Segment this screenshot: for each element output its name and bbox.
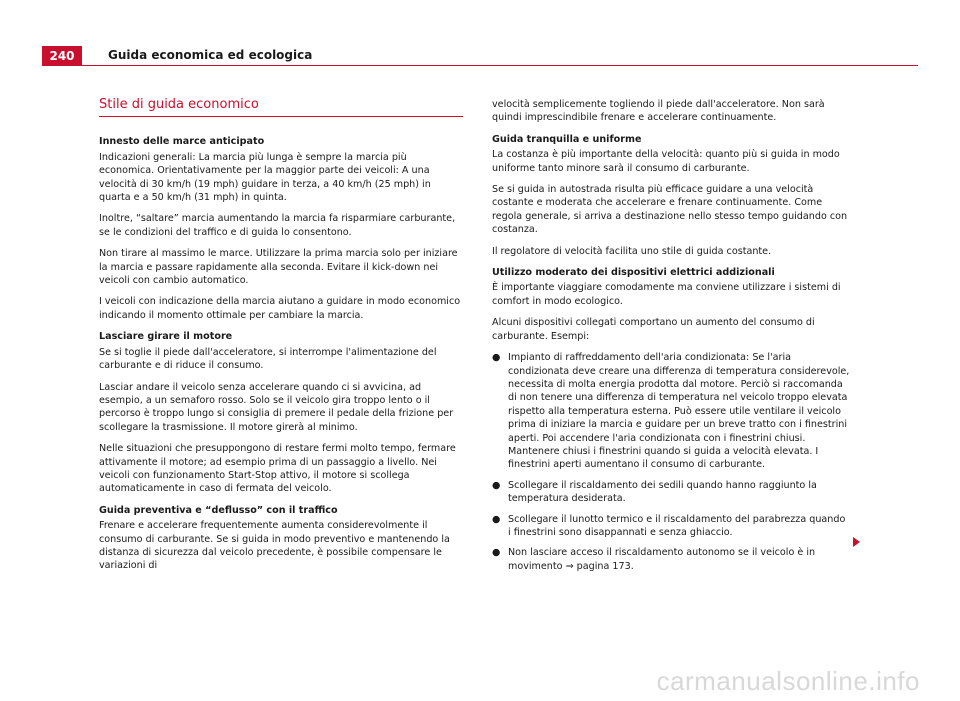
paragraph: Indicazioni generali: La marcia più lunga è sempre la marcia più economica. Orientativamente per la maggior parte dei veicoli: A una velocità di 30 km/h (19 mph) guidare in terza, a 40 km/h (25 mph) in quarta e a 50 km/h (31 mph) in quinta.: [99, 151, 431, 204]
paragraph: Inoltre, “saltare” marcia aumentando la marcia fa risparmiare carburante, se le condizioni del traffico e di guida lo consentono.: [99, 213, 456, 238]
paragraph: Non tirare al massimo le marce. Utilizzare la prima marcia solo per iniziare la marcia e passare rapidamente alla seconda. Evitare il kick-down nei veicoli con cambio automatico.: [99, 248, 458, 287]
page-number: 240: [42, 46, 82, 66]
list-item: [492, 513, 850, 540]
subheading-gear-shift: Innesto delle marce anticipato: [99, 136, 265, 148]
right-column: [492, 98, 850, 580]
bullet-icon: ●: [492, 513, 501, 525]
paragraph: È importante viaggiare comodamente ma conviene utilizzare i sistemi di comfort in modo ecologico.: [492, 282, 841, 307]
paragraph: Se si guida in autostrada risulta più efficace guidare a una velocità costante e moderata che accelerare e frenare continuamente. Come regola generale, si arriva a destinazione nello stesso tempo guidando con costanza.: [492, 184, 848, 236]
list-item-text: Impianto di raffreddamento dell'aria condizionata: Se l'aria condizionata deve creare una differenza di temperatura considerevole, necessita di molta energia prodotta dal motore. Perciò si raccomanda di non tenere una differenza di temperatura nel veicolo troppo elevata rispetto alla temperatura esterna. Può essere utile ventilare il veicolo prima di iniziare la marcia e guidare per un breve tratto con i finestrini aperti. Poi accendere l'aria condizionata con i finestrini chiusi. Mantenere chiusi i finestrini quando si guida a velocità elevata. I finestrini aperti aumentano il consumo di carburante.: [508, 352, 850, 471]
subheading-steady-driving: Guida tranquilla e uniforme: [492, 133, 642, 145]
subheading-anticipatory-driving: Guida preventiva e “deflusso” con il traffico: [99, 504, 338, 516]
paragraph: Frenare e accelerare frequentemente aumenta considerevolmente il consumo di carburante. Se si guida in modo preventivo e mantenendo la distanza di sicurezza dal veicolo precedente, è possibile compensare le variazioni di: [99, 520, 450, 572]
paragraph: Se si toglie il piede dall'acceleratore, si interrompe l'alimentazione del carburante e di riduce il consumo.: [99, 346, 437, 372]
list-item-text: Scollegare il riscaldamento dei sedili quando hanno raggiunto la temperatura desiderata.: [508, 479, 817, 505]
bullet-icon: ●: [492, 352, 501, 364]
paragraph: velocità semplicemente togliendo il piede dall'acceleratore. Non sarà quindi imprescindibile frenare e accelerare continuamente.: [492, 99, 825, 124]
header-rule: [82, 65, 918, 66]
list-item: [492, 351, 850, 472]
paragraph: I veicoli con indicazione della marcia aiutano a guidare in modo economico indicando il momento ottimale per cambiare la marcia.: [99, 296, 461, 321]
paragraph: Nelle situazioni che presuppongono di restare fermi molto tempo, fermare attivamente il motore; ad esempio prima di un passaggio a livello. Nei veicoli con funzionamento Start-Stop attivo, il motore si scollega automaticamente in caso di fermata del veicolo.: [99, 443, 456, 495]
left-column: [99, 98, 463, 581]
paragraph: La costanza è più importante della velocità: quanto più si guida in modo uniforme tanto minore sarà il consumo di carburante.: [492, 149, 840, 174]
section-title: Stile di guida economico: [99, 98, 463, 117]
bullet-icon: ●: [492, 479, 501, 491]
list-item: [492, 546, 850, 573]
paragraph: Lasciar andare il veicolo senza accelerare quando ci si avvicina, ad esempio, a un semaforo rosso. Solo se il veicolo gira troppo lento o il percorso è troppo lungo si consiglia di premere il pedale della frizione per scollegare la trasmissione. Il motore girerà al minimo.: [99, 381, 454, 433]
header-title: Guida economica ed ecologica: [108, 48, 313, 62]
continue-arrow-icon: [853, 537, 860, 547]
subheading-coasting: Lasciare girare il motore: [99, 331, 233, 343]
page-header: [42, 46, 918, 70]
paragraph: Alcuni dispositivi collegati comportano un aumento del consumo di carburante. Esempi:: [492, 317, 815, 342]
list-item-text: Scollegare il lunotto termico e il riscaldamento del parabrezza quando i finestrini sono disappannati e senza ghiaccio.: [508, 513, 846, 538]
subheading-electrical-devices: Utilizzo moderato dei dispositivi elettrici addizionali: [492, 267, 775, 279]
list-item-text: Non lasciare acceso il riscaldamento autonomo se il veicolo è in movimento ⇒ pagina 173.: [508, 547, 816, 572]
bullet-icon: ●: [492, 547, 501, 559]
watermark: carmanualsonline.info: [656, 666, 920, 696]
list-item: [492, 479, 850, 506]
paragraph: Il regolatore di velocità facilita uno stile di guida costante.: [492, 245, 772, 257]
